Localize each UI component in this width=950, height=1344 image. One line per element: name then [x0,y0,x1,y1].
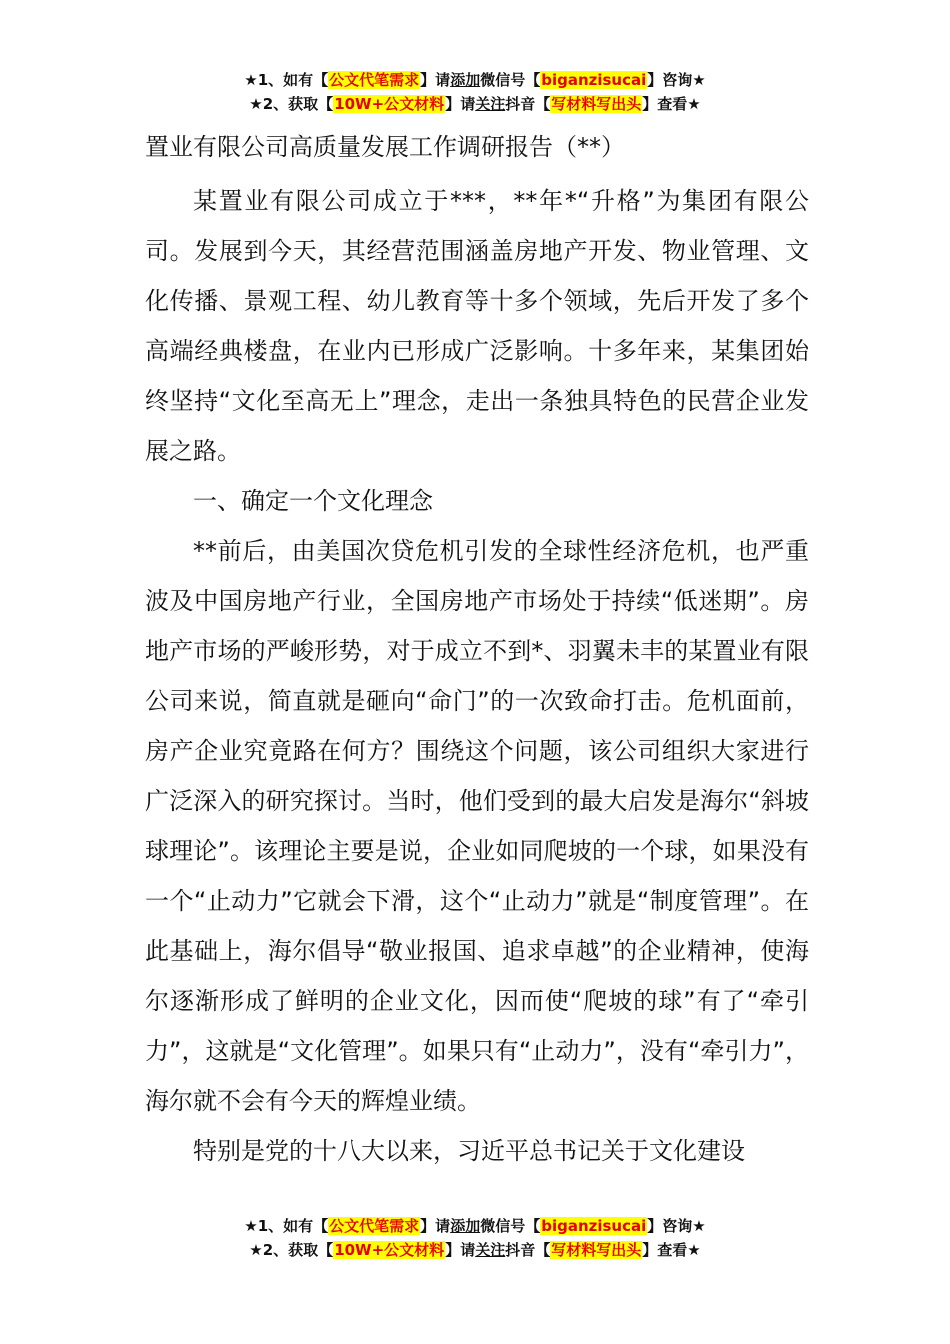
paragraph-continued: 特别是党的十八大以来，习近平总书记关于文化建设 [193,1137,745,1165]
promo-line-2: ★2、获取【10W+公文材料】请关注抖音【写材料写出头】查看★ [249,95,701,113]
promo-footer [0,1215,950,1263]
highlight-service: 公文代笔需求 [329,1217,420,1235]
highlight-wechat-id: biganzisucai [541,71,647,89]
section-heading-1: 一、确定一个文化理念 [193,487,433,515]
promo-line-1: ★1、如有【公文代笔需求】请添加微信号【biganzisucai】咨询★ [244,1217,706,1235]
highlight-service: 公文代笔需求 [329,71,420,89]
paragraph-section-1: **前后，由美国次贷危机引发的全球性经济危机，也严重波及中国房地产行业，全国房地产市场处于持续“低迷期”。房地产市场的严峻形势，对于成立不到*、羽翼未丰的某置业有限公司来说，简直就是砸向“命门”的一次致命打击。危机面前，房产企业究竟路在何方？围绕这个问题，该公司组织大家进行广泛深入的研究探讨。当时，他们受到的最大启发是海尔“斜坡球理论”。该理论主要是说，企业如同爬坡的一个球，如果没有一个“止动力”它就会下滑，这个“止动力”就是“制度管理”。在此基础上，海尔倡导“敬业报国、追求卓越”的企业精神，使海尔逐渐形成了鲜明的企业文化，因而使“爬坡的球”有了“牵引力”，这就是“文化管理”。如果只有“止动力”，没有“牵引力”，海尔就不会有今天的辉煌业绩。 [145,537,809,1115]
highlight-materials: 10W+公文材料 [334,1241,445,1259]
document-title: 置业有限公司高质量发展工作调研报告（**） [145,133,625,161]
highlight-douyin-id: 写材料写出头 [551,1241,642,1259]
highlight-douyin-id: 写材料写出头 [551,95,642,113]
promo-line-1: ★1、如有【公文代笔需求】请添加微信号【biganzisucai】咨询★ [244,71,706,89]
promo-line-2: ★2、获取【10W+公文材料】请关注抖音【写材料写出头】查看★ [249,1241,701,1259]
document-body [145,126,809,1176]
promo-header [0,69,950,117]
highlight-wechat-id: biganzisucai [541,1217,647,1235]
highlight-materials: 10W+公文材料 [334,95,445,113]
paragraph-intro: 某置业有限公司成立于***，**年*“升格”为集团有限公司。发展到今天，其经营范围涵盖房地产开发、物业管理、文化传播、景观工程、幼儿教育等十多个领域，先后开发了多个高端经典楼盘，在业内已形成广泛影响。十多年来，某集团始终坚持“文化至高无上”理念，走出一条独具特色的民营企业发展之路。 [145,187,809,465]
